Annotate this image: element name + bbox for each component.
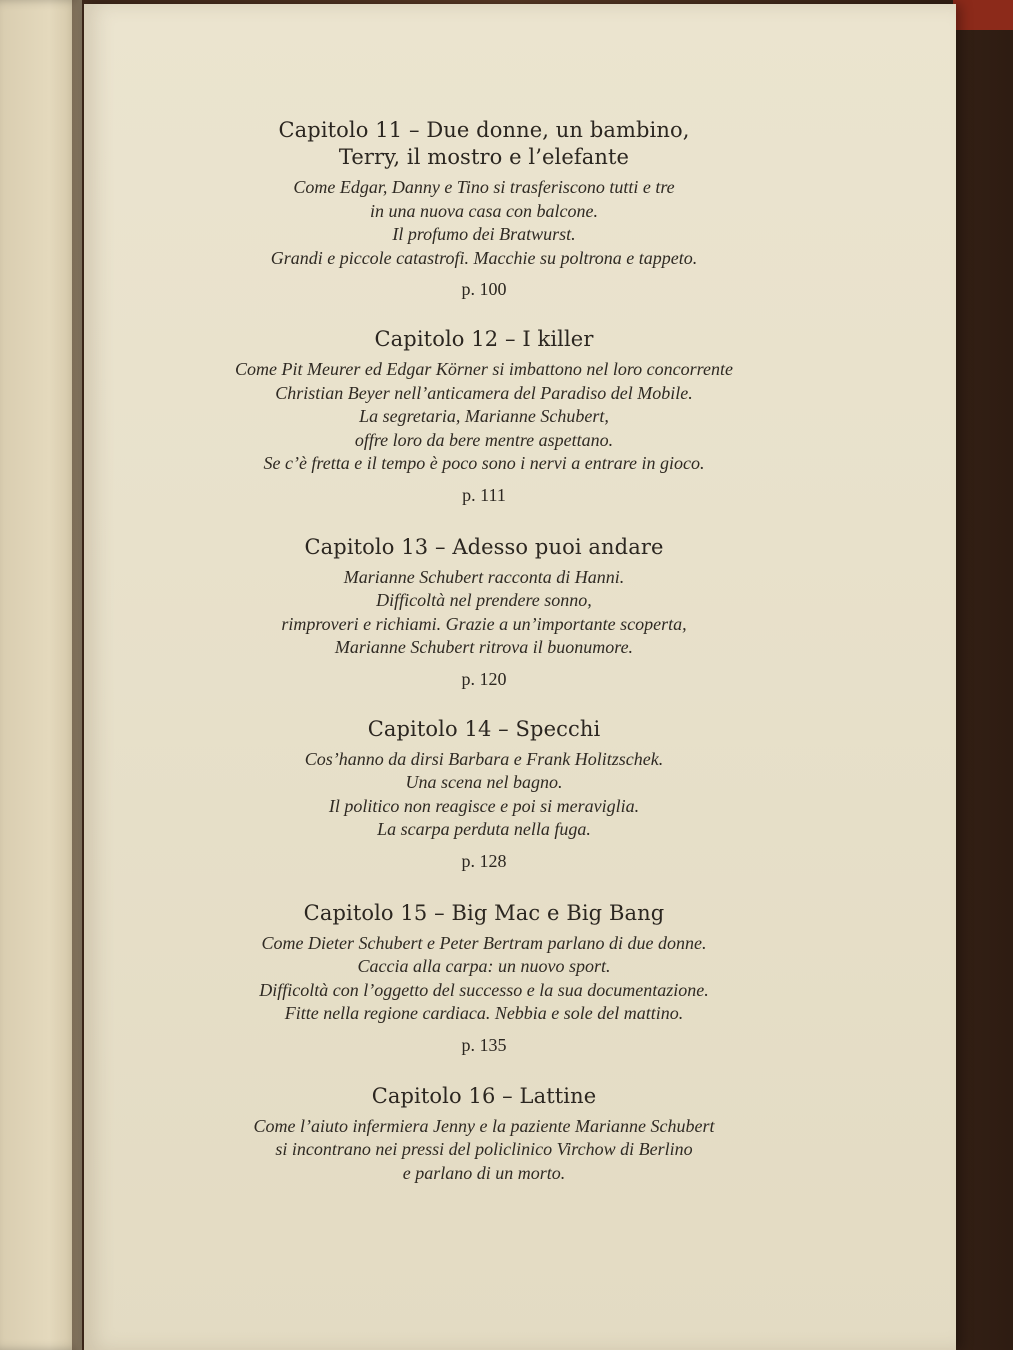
chapter-description-line: Il politico non reagisce e poi si meraviglia. <box>328 795 640 816</box>
chapter-description-line: La segretaria, Marianne Schubert, <box>359 406 609 426</box>
chapter-description-line: Il profumo dei Bratwurst. <box>392 224 576 244</box>
red-cover-edge <box>953 0 1013 30</box>
chapter-title <box>84 117 884 171</box>
left-page-edge <box>0 0 82 1350</box>
chapter-12-entry <box>84 326 884 506</box>
chapter-description-line: Caccia alla carpa: un nuovo sport. <box>357 956 611 976</box>
chapter-description-line: Come Dieter Schubert e Peter Bertram parlano di due donne. <box>261 932 707 953</box>
chapter-description-line: Una scena nel bagno. <box>405 772 563 792</box>
chapter-title: Capitolo 15 – Big Mac e Big Bang <box>303 900 665 925</box>
chapter-page-number: p. 135 <box>461 1034 507 1055</box>
chapter-description-line: Fitte nella regione cardiaca. Nebbia e sole del mattino. <box>284 1003 684 1023</box>
chapter-page-number: p. 128 <box>461 850 507 871</box>
chapter-description-line: Marianne Schubert ritrova il buonumore. <box>334 637 634 657</box>
chapter-description-line: rimproveri e richiami. Grazie a un’importante scoperta, <box>281 613 687 634</box>
chapter-description-line: Come l’aiuto infermiera Jenny e la paziente Marianne Schubert <box>253 1115 715 1136</box>
chapter-description-line: Grandi e piccole catastrofi. Macchie su poltrona e tappeto. <box>270 247 698 268</box>
chapter-15-entry <box>84 900 884 1056</box>
chapter-description-line: Christian Beyer nell’anticamera del Paradiso del Mobile. <box>275 382 693 403</box>
chapter-title-line: Capitolo 11 – Due donne, un bambino, <box>278 118 690 142</box>
chapter-description-line: si incontrano nei pressi del policlinico Virchow di Berlino <box>275 1139 693 1159</box>
chapter-description-line: Se c’è fretta e il tempo è poco sono i nervi a entrare in gioco. <box>263 453 705 473</box>
chapter-description-line: Difficoltà con l’oggetto del successo e la sua documentazione. <box>259 979 709 1000</box>
chapter-11-entry <box>84 117 884 300</box>
chapter-description-line: offre loro da bere mentre aspettano. <box>354 429 614 450</box>
chapter-description-line: e parlano di un morto. <box>402 1162 566 1183</box>
chapter-14-entry <box>84 716 884 872</box>
chapter-description-line: Come Pit Meurer ed Edgar Körner si imbattono nel loro concorrente <box>235 359 733 379</box>
chapter-title-line: Terry, il mostro e l’elefante <box>338 145 630 169</box>
chapter-title: Capitolo 14 – Specchi <box>367 716 601 741</box>
chapter-page-number: p. 100 <box>461 279 507 299</box>
chapter-title: Capitolo 12 – I killer <box>374 327 594 351</box>
chapter-title: Capitolo 13 – Adesso puoi andare <box>304 534 664 559</box>
chapter-page-number: p. 120 <box>461 668 507 689</box>
chapter-description-line: in una nuova casa con balcone. <box>370 200 598 221</box>
chapter-page-number: p. 111 <box>462 484 506 505</box>
chapter-description-line: Marianne Schubert racconta di Hanni. <box>343 566 625 587</box>
table-of-contents <box>84 117 884 1185</box>
chapter-description-line: La scarpa perduta nella fuga. <box>377 819 591 839</box>
chapter-13-entry <box>84 534 884 690</box>
chapter-description-line: Cos’hanno da dirsi Barbara e Frank Holitzschek. <box>304 748 664 769</box>
book-page <box>84 4 956 1350</box>
chapter-16-entry <box>84 1083 884 1186</box>
chapter-description-line: Come Edgar, Danny e Tino si trasferiscono tutti e tre <box>293 177 675 197</box>
chapter-title: Capitolo 16 – Lattine <box>371 1083 597 1108</box>
chapter-description-line: Difficoltà nel prendere sonno, <box>376 590 592 610</box>
